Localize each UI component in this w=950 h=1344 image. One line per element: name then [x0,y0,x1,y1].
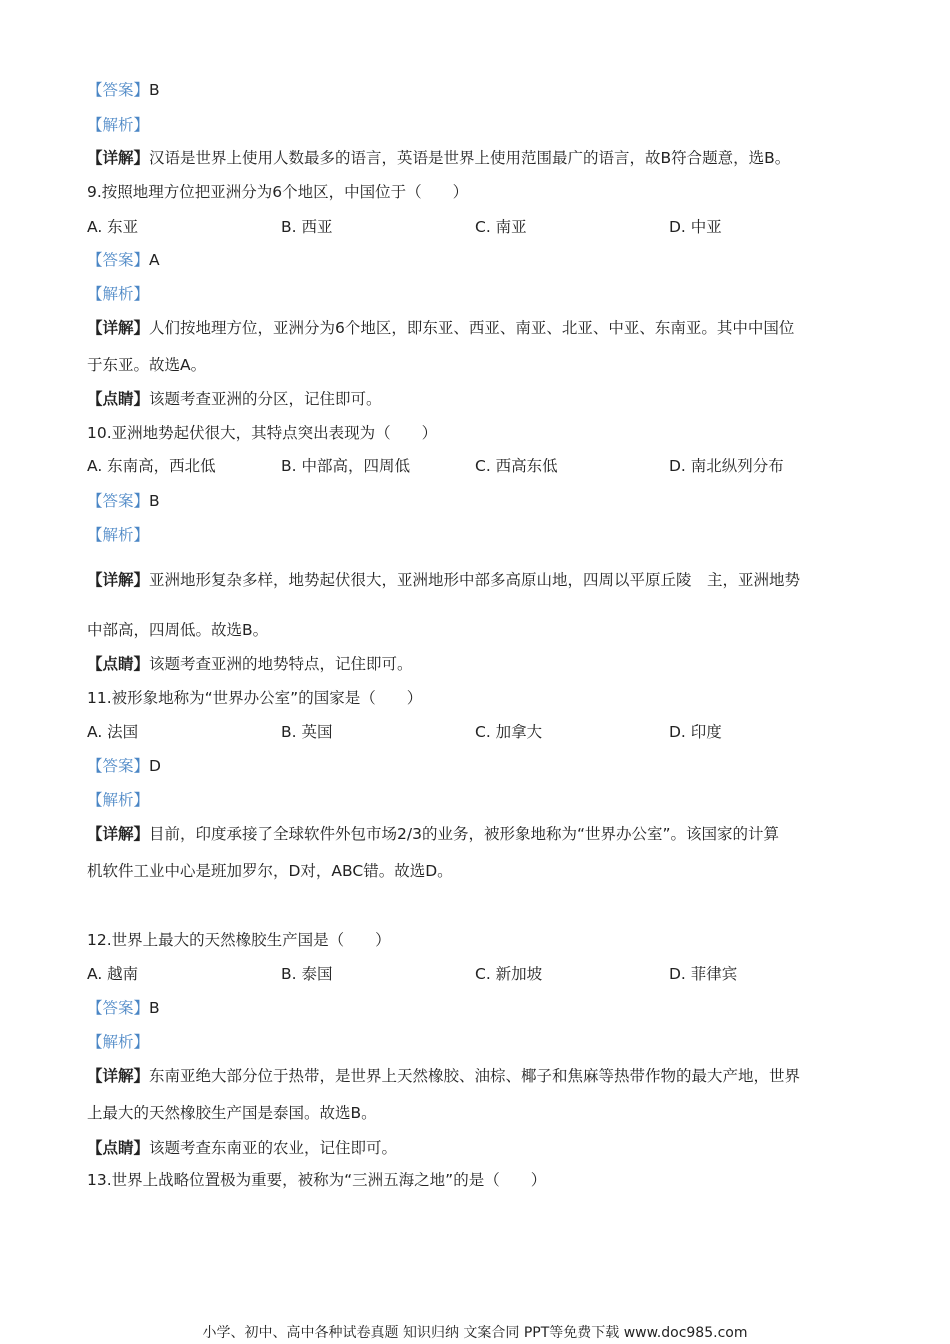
detail-line [87,824,779,844]
comment-text: 该题考查亚洲的分区，记住即可。 [149,390,382,408]
detail-text: 亚洲地形复杂多样，地势起伏很大，亚洲地形中部多高原山地，四周以平原丘陵 主，亚洲地势 [149,571,801,589]
detail-line [87,1066,800,1086]
question-text: 9.按照地理方位把亚洲分为6个地区，中国位于（ ） [87,183,469,201]
analysis-line [87,284,149,304]
detail-tag: 【详解】 [87,1067,150,1085]
analysis-tag: 【解析】 [87,116,150,134]
option-a: A. 越南 [87,965,139,983]
answer-tag: 【答案】 [87,999,150,1017]
answer-value: B [149,999,160,1017]
detail-tag: 【详解】 [87,571,150,589]
option-a: A. 法国 [87,723,139,741]
option-b: B. 西亚 [281,218,333,236]
detail-line [87,861,453,881]
comment-line [87,654,413,674]
comment-line [87,1138,397,1158]
analysis-line [87,115,149,135]
analysis-line [87,525,149,545]
answer-line [87,756,161,776]
comment-line [87,389,382,409]
answer-tag: 【答案】 [87,492,150,510]
question-text: 10.亚洲地势起伏很大，其特点突出表现为（ ） [87,424,438,442]
answer-value: B [149,492,160,510]
detail-text: 上最大的天然橡胶生产国是泰国。故选B。 [87,1104,377,1122]
detail-text: 机软件工业中心是班加罗尔，D对，ABC错。故选D。 [87,862,453,880]
detail-text: 东南亚绝大部分位于热带，是世界上天然橡胶、油棕、椰子和焦麻等热带作物的最大产地，世界 [149,1067,801,1085]
detail-text: 汉语是世界上使用人数最多的语言，英语是世界上使用范围最广的语言，故B符合题意，选B。 [149,149,791,167]
detail-line [87,1103,377,1123]
option-d: D. 印度 [669,723,722,741]
option-a: A. 东亚 [87,218,139,236]
detail-text: 于东亚。故选A。 [87,356,207,374]
answer-value: D [149,757,161,775]
answer-value: A [149,251,160,269]
question-text: 11.被形象地称为“世界办公室”的国家是（ ） [87,689,423,707]
option-b: B. 英国 [281,723,333,741]
comment-tag: 【点睛】 [87,655,150,673]
detail-line [87,355,206,375]
option-d: D. 菲律宾 [669,965,738,983]
option-c: C. 加拿大 [475,723,543,741]
option-b: B. 中部高，四周低 [281,457,410,475]
answer-line [87,80,160,100]
option-c: C. 新加坡 [475,965,543,983]
answer-line [87,250,160,270]
analysis-line [87,1032,149,1052]
comment-tag: 【点睛】 [87,390,150,408]
comment-text: 该题考查亚洲的地势特点，记住即可。 [149,655,413,673]
analysis-tag: 【解析】 [87,791,150,809]
analysis-tag: 【解析】 [87,1033,150,1051]
option-a: A. 东南高，西北低 [87,457,216,475]
detail-line [87,620,268,640]
analysis-line [87,790,149,810]
option-c: C. 南亚 [475,218,527,236]
question-text: 13.世界上战略位置极为重要，被称为“三洲五海之地”的是（ ） [87,1171,547,1189]
footer-text: 小学、初中、高中各种试卷真题 知识归纳 文案合同 PPT等免费下载 www.doc985.com [202,1325,748,1341]
detail-tag: 【详解】 [87,825,150,843]
option-d: D. 南北纵列分布 [669,457,784,475]
answer-value: B [149,81,160,99]
answer-tag: 【答案】 [87,251,150,269]
question-text: 12.世界上最大的天然橡胶生产国是（ ） [87,931,391,949]
answer-tag: 【答案】 [87,757,150,775]
detail-text: 人们按地理方位，亚洲分为6个地区，即东亚、西亚、南亚、北亚、中亚、东南亚。其中中国位 [149,319,795,337]
analysis-tag: 【解析】 [87,285,150,303]
option-d: D. 中亚 [669,218,722,236]
option-b: B. 泰国 [281,965,333,983]
detail-text: 中部高，四周低。故选B。 [87,621,269,639]
detail-text: 目前，印度承接了全球软件外包市场2/3的业务，被形象地称为“世界办公室”。该国家的计算 [149,825,780,843]
detail-line [87,318,794,338]
detail-tag: 【详解】 [87,319,150,337]
comment-text: 该题考查东南亚的农业，记住即可。 [149,1139,398,1157]
detail-tag: 【详解】 [87,149,150,167]
answer-line [87,491,160,511]
answer-tag: 【答案】 [87,81,150,99]
answer-line [87,998,160,1018]
analysis-tag: 【解析】 [87,526,150,544]
detail-line [87,148,790,168]
detail-line [87,570,800,590]
option-c: C. 西高东低 [475,457,558,475]
comment-tag: 【点睛】 [87,1139,150,1157]
